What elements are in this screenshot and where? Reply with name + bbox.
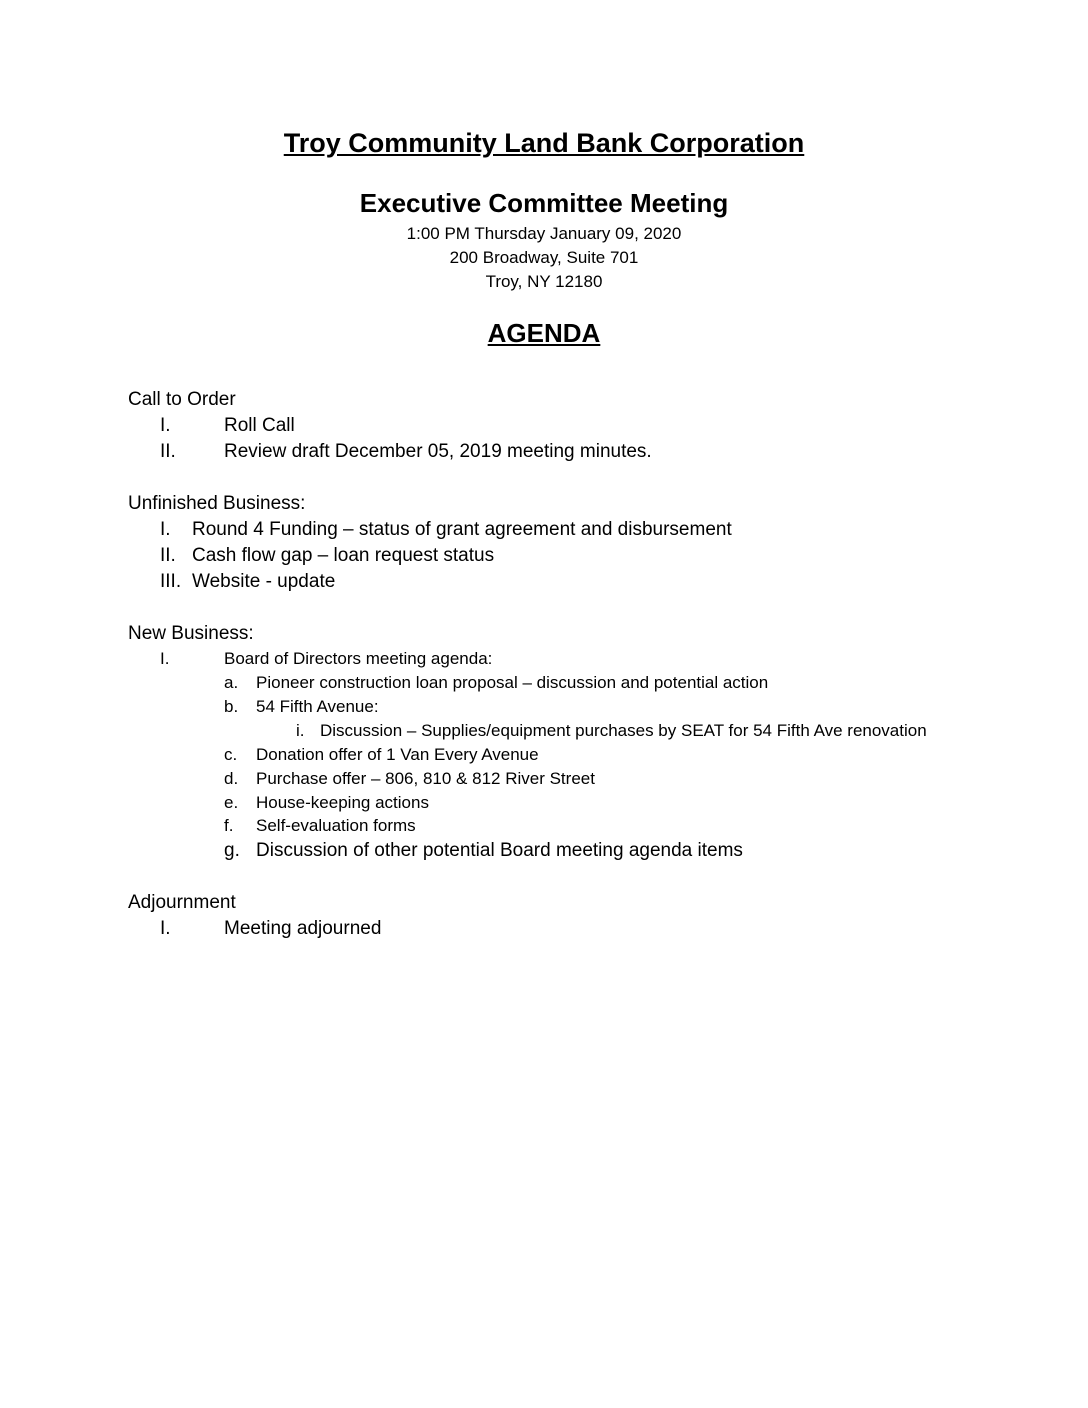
list-item: Roll Call — [224, 415, 295, 436]
list-item-number: I. — [160, 415, 171, 436]
sub-item-letter: g. — [224, 840, 240, 861]
sub-item: House-keeping actions — [256, 793, 429, 812]
address-line-1: 200 Broadway, Suite 701 — [449, 248, 639, 267]
sub-item-letter: d. — [224, 769, 239, 788]
list-item: Website - update — [192, 571, 336, 592]
sub-item: Discussion of other potential Board meeting agenda items — [256, 840, 743, 861]
organization-title: Troy Community Land Bank Corporation — [283, 128, 805, 158]
sub-item-letter: f. — [224, 816, 234, 835]
sub-item: Purchase offer – 806, 810 & 812 River Street — [256, 769, 595, 788]
list-item: Cash flow gap – loan request status — [192, 545, 495, 566]
meeting-datetime: 1:00 PM Thursday January 09, 2020 — [406, 224, 682, 243]
section-heading-adjournment: Adjournment — [128, 892, 236, 913]
sub-item: 54 Fifth Avenue: — [256, 697, 379, 716]
agenda-title: AGENDA — [487, 318, 601, 348]
list-item: Board of Directors meeting agenda: — [224, 649, 493, 668]
sub-item-letter: e. — [224, 793, 239, 812]
list-item-number: I. — [160, 649, 170, 668]
list-item-number: III. — [160, 571, 182, 592]
sub-item: Self-evaluation forms — [256, 816, 416, 835]
list-item: Round 4 Funding – status of grant agreement and disbursement — [192, 519, 732, 540]
section-heading-new-business: New Business: — [128, 623, 254, 644]
list-item-number: II. — [160, 545, 176, 566]
sub-sub-item-number: i. — [296, 721, 305, 740]
address-line-2: Troy, NY 12180 — [485, 272, 603, 291]
sub-item: Pioneer construction loan proposal – discussion and potential action — [256, 673, 769, 692]
list-item-number: II. — [160, 441, 176, 462]
sub-item: Donation offer of 1 Van Every Avenue — [256, 745, 539, 764]
meeting-title: Executive Committee Meeting — [359, 188, 729, 218]
sub-item-letter: a. — [224, 673, 239, 692]
section-heading-call-to-order: Call to Order — [128, 389, 236, 410]
sub-item-letter: b. — [224, 697, 239, 716]
sub-item-letter: c. — [224, 745, 238, 764]
list-item-number: I. — [160, 519, 171, 540]
section-heading-unfinished-business: Unfinished Business: — [128, 493, 306, 514]
list-item-number: I. — [160, 918, 171, 939]
list-item: Meeting adjourned — [224, 918, 382, 939]
sub-sub-item: Discussion – Supplies/equipment purchases by SEAT for 54 Fifth Ave renovation — [320, 721, 927, 740]
list-item: Review draft December 05, 2019 meeting minutes. — [224, 441, 652, 462]
